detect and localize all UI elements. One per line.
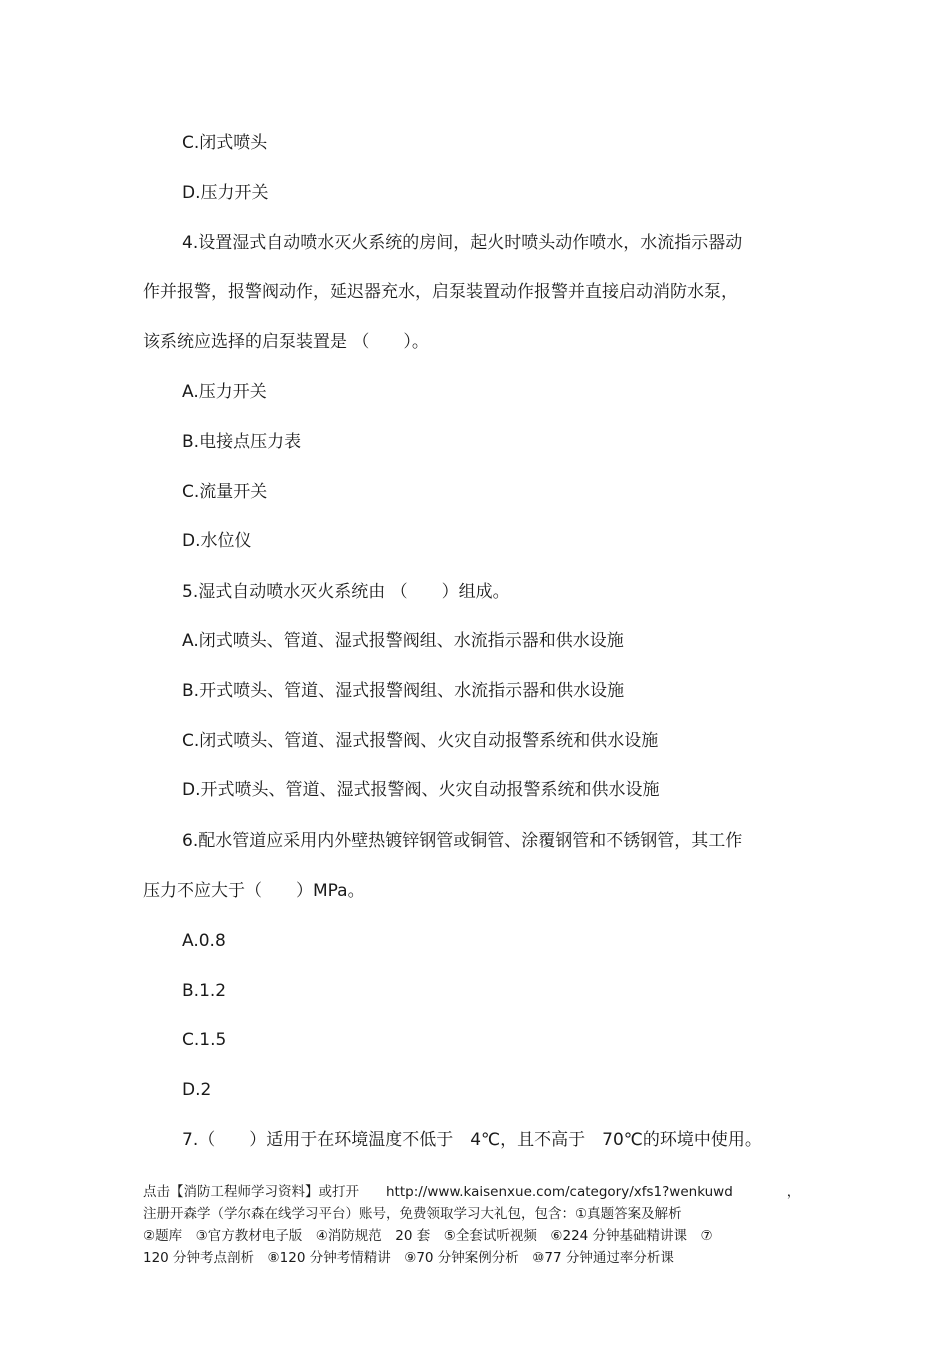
question-6-line1: 6.配水管道应采用内外壁热镀锌钢管或铜管、涂覆钢管和不锈钢管，其工作 (182, 831, 743, 851)
option-q6-b: B.1.2 (182, 981, 227, 1001)
question-4-line2: 作并报警，报警阀动作，延迟器充水，启泵装置动作报警并直接启动消防水泵， (143, 282, 738, 302)
option-q4-d: D.水位仪 (182, 531, 252, 551)
option-q5-d: D.开式喷头、管道、湿式报警阀、火灾自动报警系统和供水设施 (182, 780, 660, 800)
option-q5-c: C.闭式喷头、管道、湿式报警阀、火灾自动报警系统和供水设施 (182, 731, 659, 751)
question-6-line2: 压力不应大于（ ）MPa。 (143, 881, 365, 901)
option-q4-a: A.压力开关 (182, 382, 267, 402)
option-q3-d: D.压力开关 (182, 183, 269, 203)
option-q5-a: A.闭式喷头、管道、湿式报警阀组、水流指示器和供水设施 (182, 631, 624, 651)
footer-promo-line1[interactable]: 点击【消防工程师学习资料】或打开 http://www.kaisenxue.com/category/xfs1?wenkuwd ， (143, 1184, 801, 1200)
option-q3-c: C.闭式喷头 (182, 133, 268, 153)
footer-promo-line2: 注册开森学（学尔森在线学习平台）账号，免费领取学习大礼包，包含：①真题答案及解析 (143, 1206, 682, 1222)
option-q4-b: B.电接点压力表 (182, 432, 302, 452)
option-q6-a: A.0.8 (182, 931, 226, 951)
option-q6-c: C.1.5 (182, 1030, 227, 1050)
question-7-line1: 7.（ ）适用于在环境温度不低于 4℃，且不高于 70℃的环境中使用。 (182, 1130, 762, 1150)
option-q5-b: B.开式喷头、管道、湿式报警阀组、水流指示器和供水设施 (182, 681, 625, 701)
question-4-line1: 4.设置湿式自动喷水灭火系统的房间，起火时喷头动作喷水，水流指示器动 (182, 233, 743, 253)
question-5-line1: 5.湿式自动喷水灭火系统由 （ ）组成。 (182, 582, 510, 602)
footer-promo-line3: ②题库 ③官方教材电子版 ④消防规范 20 套 ⑤全套试听视频 ⑥224 分钟基础精讲课 ⑦ (143, 1228, 713, 1244)
footer-promo-line4: 120 分钟考点剖析 ⑧120 分钟考情精讲 ⑨70 分钟案例分析 ⑩77 分钟通过率分析课 (143, 1250, 674, 1266)
option-q6-d: D.2 (182, 1080, 212, 1100)
question-4-line3: 该系统应选择的启泵装置是 （ ）。 (143, 332, 429, 352)
option-q4-c: C.流量开关 (182, 482, 268, 502)
